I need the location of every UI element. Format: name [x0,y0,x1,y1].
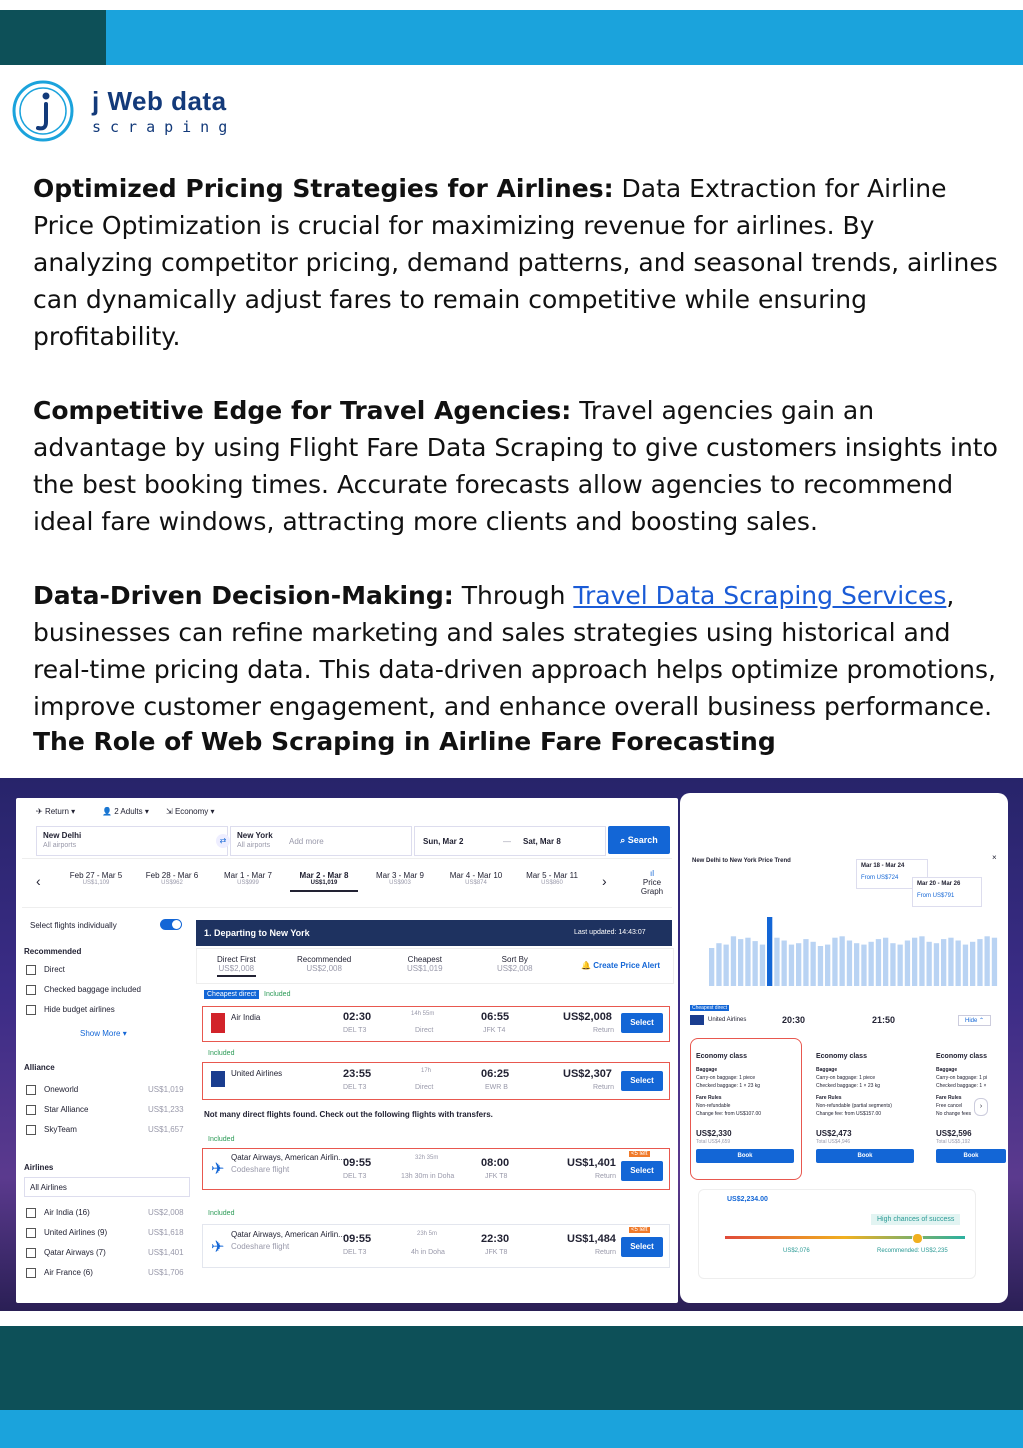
sort-cheapest[interactable]: Cheapest US$1,019 [407,955,443,973]
results-header [196,920,672,946]
trend-bar[interactable] [992,938,997,986]
date-option[interactable]: Mar 3 - Mar 9 US$903 [375,871,424,886]
date-option[interactable]: Mar 5 - Mar 11 US$860 [526,871,578,886]
trend-bar[interactable] [956,941,961,987]
select-flight-button[interactable]: Select [621,1237,663,1257]
trend-bar[interactable] [941,939,946,986]
flight-duration: 14h 55m [411,1011,435,1017]
included-badge: Included [208,1136,235,1143]
flight-codeshare: Codeshare flight [231,1165,290,1174]
included-badge: Included [264,991,291,998]
transfer-notice: Not many direct flights found. Check out the following flights with transfers. [204,1110,493,1119]
flight-stops: Direct [415,1084,434,1091]
alliance-price: US$1,019 [148,1085,184,1094]
flight-card[interactable] [202,1006,670,1042]
trend-bar[interactable] [709,948,714,986]
trend-bar[interactable] [977,939,982,986]
plane-icon: ✈ [211,1239,225,1256]
price-trend-panel [680,793,1008,1303]
trend-bar[interactable] [825,945,830,986]
date-option[interactable]: Feb 27 - Mar 5 US$1,109 [69,871,123,886]
swap-icon[interactable]: ⇄ [216,834,230,848]
date-option-selected[interactable]: Mar 2 - Mar 8 US$1,019 [290,871,358,892]
alliance-checkbox[interactable] [26,1105,36,1115]
trend-bar[interactable] [811,942,816,986]
price-graph-button[interactable]: ıl Price Graph [640,869,664,896]
book-button[interactable]: Book [936,1149,1006,1163]
search-panel [16,798,678,1303]
alliance-heading: Alliance [24,1063,55,1072]
cheapest-direct-badge: Cheapest direct [204,990,259,999]
flight-airline: Qatar Airways, American Airlin... [231,1230,345,1239]
forecast-card [698,1189,976,1279]
alliance-checkbox[interactable] [26,1125,36,1135]
book-button[interactable]: Book [816,1149,914,1163]
footer-bar-dark [0,1326,1023,1410]
success-chance-badge: High chances of success [871,1214,960,1225]
logo [10,78,250,148]
forecast-recommended: Recommended: US$2,235 [877,1248,948,1254]
flight-duration: 32h 35m [415,1155,439,1161]
flight-duration: 17h [421,1068,432,1074]
header-bar-dark [0,10,106,65]
flight-search-screenshot [0,778,1023,1311]
airlines-heading: Airlines [24,1163,54,1172]
flight-return-label: Return [593,1027,615,1034]
flight-airline: Qatar Airways, American Airlin... [231,1153,345,1162]
trend-dep-time: 20:30 [782,1015,806,1025]
recommended-heading: Recommended [24,947,82,956]
price-alert-button[interactable]: 🔔 Create Price Alert [581,961,661,970]
airline-name: Air France (6) [44,1268,93,1277]
trend-bar[interactable] [876,939,881,986]
trend-bar[interactable] [919,936,924,986]
passengers-select[interactable]: 👤 2 Adults ▾ [102,807,149,816]
book-button[interactable]: Book [696,1149,794,1163]
last-updated: Last updated: 14:43:07 [574,929,646,936]
trend-bar[interactable] [716,943,721,986]
flight-price: US$2,307 [563,1068,612,1080]
trend-bar[interactable] [832,938,837,986]
trend-bar[interactable] [869,942,874,986]
logo-text: j Web data [92,86,227,116]
sort-by[interactable]: Sort By US$2,008 [497,955,533,973]
airline-price: US$1,706 [148,1268,184,1277]
from-field[interactable] [36,826,228,856]
filters-sidebar [22,913,192,1303]
alliance-name: Oneworld [44,1085,79,1094]
travel-scraping-link[interactable]: Travel Data Scraping Services [573,581,947,610]
airline-name: United Airlines (9) [44,1228,108,1237]
trend-arr-time: 21:50 [872,1015,896,1025]
flight-card[interactable] [202,1224,670,1268]
trend-bar[interactable] [789,945,794,986]
trend-bar[interactable] [774,938,779,986]
trend-bar[interactable] [731,936,736,986]
trend-bar[interactable] [861,945,866,986]
baggage-checkbox[interactable] [26,985,36,995]
paragraph-text: , businesses can refine marketing and sales strategies using historical and real-time pricing data. This data-driven approach helps optimize promotions, improve customer engagement, and enhance overall business performance. [33,581,996,721]
forecast-marker [912,1233,923,1244]
logo-subtext: scraping [92,118,237,136]
flight-return-label: Return [595,1173,617,1180]
flight-dep-airport: DEL T3 [343,1249,367,1256]
footer-bar-blue [0,1410,1023,1448]
trend-bar[interactable] [883,938,888,986]
all-airlines-select[interactable]: All Airlines [24,1177,190,1197]
forecast-scale [725,1236,965,1239]
price-trend-chart [708,911,998,986]
trend-bar[interactable] [753,941,758,986]
next-dates-icon[interactable]: › [602,873,607,889]
paragraph-lead: Data-Driven Decision-Making: [33,581,454,610]
flight-stops: Direct [415,1027,434,1034]
trend-bar[interactable] [927,942,932,986]
trend-bar[interactable] [767,917,772,986]
section-heading: The Role of Web Scraping in Airline Fare Forecasting [33,727,776,756]
from-city: New Delhi [43,831,82,840]
paragraph-lead: Competitive Edge for Travel Agencies: [33,396,572,425]
seats-left-badge: <5 left [631,1151,648,1157]
flight-card[interactable] [202,1062,670,1100]
trend-bar[interactable] [912,938,917,986]
trend-bar[interactable] [963,945,968,986]
header-bar-blue [106,10,1023,65]
trend-bar[interactable] [847,941,852,987]
alliance-checkbox[interactable] [26,1085,36,1095]
flight-arr-airport: EWR B [485,1084,508,1091]
paragraph-agencies [33,392,998,540]
alliance-name: SkyTeam [44,1125,77,1134]
alliance-name: Star Alliance [44,1105,89,1114]
budget-checkbox[interactable] [26,1005,36,1015]
search-button[interactable]: ⌕ Search [608,826,670,854]
trend-bar[interactable] [970,942,975,986]
trend-bar[interactable] [934,943,939,986]
airline-checkbox[interactable] [26,1208,36,1218]
trend-bar[interactable] [803,939,808,986]
trend-bar[interactable] [724,945,729,986]
flight-arr-time: 06:25 [481,1068,510,1080]
sort-bar [196,948,674,984]
airline-logo-icon [211,1013,225,1033]
trend-bar[interactable] [782,941,787,987]
trend-bar[interactable] [985,936,990,986]
trend-bar[interactable] [745,938,750,986]
flight-dep-airport: DEL T3 [343,1027,367,1034]
results-title: 1. Departing to New York [204,928,310,938]
paragraph-text: Through [453,581,574,610]
seats-left-badge: <5 left [631,1227,648,1233]
select-individually-toggle[interactable] [160,919,182,930]
flight-arr-time: 06:55 [481,1011,510,1023]
flight-price: US$2,008 [563,1011,612,1023]
flight-arr-time: 22:30 [481,1233,510,1245]
trend-tooltip: Mar 20 - Mar 26 From US$791 [912,877,982,907]
show-more-link[interactable]: Show More ▾ [80,1029,127,1038]
flight-airline: Air India [231,1013,261,1022]
select-flight-button[interactable]: Select [621,1161,663,1181]
flight-arr-airport: JFK T8 [485,1173,508,1180]
filter-label: Hide budget airlines [44,1005,115,1014]
forecast-price: US$2,234.00 [727,1196,768,1203]
sort-direct-first[interactable]: Direct First US$2,008 [217,955,256,977]
close-icon[interactable]: × [992,853,997,862]
flight-arr-airport: JFK T8 [485,1249,508,1256]
flight-return-label: Return [595,1249,617,1256]
hide-button[interactable]: Hide ⌃ [958,1015,991,1026]
trend-bar[interactable] [854,943,859,986]
filter-label: Direct [44,965,65,974]
return-date: Sat, Mar 8 [523,837,561,846]
trend-bar[interactable] [898,945,903,986]
flight-duration: 23h 5m [417,1231,438,1237]
flight-dep-time: 02:30 [343,1011,372,1023]
airline-price: US$2,008 [148,1208,184,1217]
select-flight-button[interactable]: Select [621,1071,663,1091]
paragraph-text: Data Extraction for Airline Price Optimization is crucial for maximizing revenue for airlines. By analyzing competitor pricing, demand patterns, and seasonal trends, airlines can dynamically adjust fares to remain competitive while ensuring profitability. [33,174,998,351]
trend-bar[interactable] [760,945,765,986]
flight-card[interactable] [202,1148,670,1190]
trip-type-select[interactable]: ✈ Return ▾ [36,807,76,816]
flight-dep-time: 23:55 [343,1068,372,1080]
trend-flight-airline: United Airlines [708,1017,747,1023]
depart-date: Sun, Mar 2 [423,837,464,846]
flight-arr-airport: JFK T4 [483,1027,506,1034]
date-option[interactable]: Feb 28 - Mar 6 US$962 [145,871,199,886]
trend-bar[interactable] [890,943,895,986]
trend-bar[interactable] [840,936,845,986]
to-city: New York [237,831,273,840]
paragraph-decision [33,577,998,725]
trend-bar[interactable] [818,946,823,986]
cheapest-direct-badge: Cheapest direct [692,1005,728,1011]
flight-airline: United Airlines [231,1069,283,1078]
from-sub: All airports [43,842,77,849]
next-fare-icon[interactable]: › [974,1098,988,1116]
flight-price: US$1,401 [567,1157,616,1169]
flight-stops: 13h 30m in Doha [401,1173,455,1180]
trend-bar[interactable] [738,939,743,986]
date-option[interactable]: Mar 1 - Mar 7 US$999 [223,871,272,886]
trend-bar[interactable] [905,941,910,987]
paragraph-lead: Optimized Pricing Strategies for Airlines: [33,174,614,203]
select-flight-button[interactable]: Select [621,1013,663,1033]
flight-dep-airport: DEL T3 [343,1173,367,1180]
paragraph-pricing [33,170,998,355]
date-field[interactable]: Sun, Mar 2 — Sat, Mar 8 [414,826,606,856]
filter-label: Checked baggage included [44,985,141,994]
to-sub: All airports [237,842,271,849]
trend-bar[interactable] [948,938,953,986]
paragraph-text: Travel agencies gain an advantage by using Flight Fare Data Scraping to give customers insights into the best booking times. Accurate forecasts allow agencies to recommend ideal fare windows, attracting more clients and boosting sales. [33,396,998,536]
top-margin [0,0,1023,10]
plane-icon: ✈ [211,1161,225,1178]
flight-price: US$1,484 [567,1233,616,1245]
trend-bar[interactable] [796,943,801,986]
fare-class-card: Economy class Baggage Carry-on baggage: 1 piece Checked baggage: 1 × 23 kg Fare Rules Non-refundable Change fee: from US$107.00 US$2,330 Total US$4,659 Book [694,1051,802,1175]
airline-checkbox[interactable] [26,1268,36,1278]
flight-stops: 4h in Doha [411,1249,445,1256]
direct-checkbox[interactable] [26,965,36,975]
airline-price: US$1,401 [148,1248,184,1257]
alliance-price: US$1,233 [148,1105,184,1114]
trend-tooltip: Mar 18 - Mar 24 From US$724 [856,859,928,889]
airline-price: US$1,618 [148,1228,184,1237]
prev-dates-icon[interactable]: ‹ [36,873,41,889]
trend-title: New Delhi to New York Price Trend [692,858,791,864]
airline-checkbox[interactable] [26,1228,36,1238]
included-badge: Included [208,1050,235,1057]
flight-codeshare: Codeshare flight [231,1242,290,1251]
alliance-price: US$1,657 [148,1125,184,1134]
airline-checkbox[interactable] [26,1248,36,1258]
included-badge: Included [208,1210,235,1217]
fare-class-card: Economy class Baggage Carry-on baggage: 1 piece Checked baggage: 1 × 23 kg Fare Rules Non-refundable (partial segments) Change fee: from US$157.00 US$2,473 Total US$4,946 Book [814,1051,922,1175]
article-body [33,170,998,762]
logo-mark-icon [10,78,76,144]
airline-logo-icon [211,1071,225,1087]
sort-recommended[interactable]: Recommended US$2,008 [297,955,352,973]
add-more[interactable]: Add more [289,837,324,846]
flight-dep-time: 09:55 [343,1233,372,1245]
select-individually-label: Select flights individually [30,921,117,930]
date-option[interactable]: Mar 4 - Mar 10 US$874 [449,871,503,886]
flight-dep-time: 09:55 [343,1157,372,1169]
flight-arr-time: 08:00 [481,1157,510,1169]
airline-name: Air India (16) [44,1208,90,1217]
fare-class-card: Economy class Baggage Carry-on baggage: 1 pi Checked baggage: 1 × Fare Rules Free cancel No change fees US$2,596 Total US$5,192 Book [934,1051,1006,1175]
forecast-low: US$2,076 [783,1248,810,1254]
flight-dep-airport: DEL T3 [343,1084,367,1091]
to-field[interactable] [230,826,412,856]
airline-name: Qatar Airways (7) [44,1248,106,1257]
cabin-select[interactable]: ⇲ Economy ▾ [166,807,215,816]
flight-return-label: Return [593,1084,615,1091]
airline-logo-icon [690,1015,704,1025]
date-strip [22,858,672,908]
